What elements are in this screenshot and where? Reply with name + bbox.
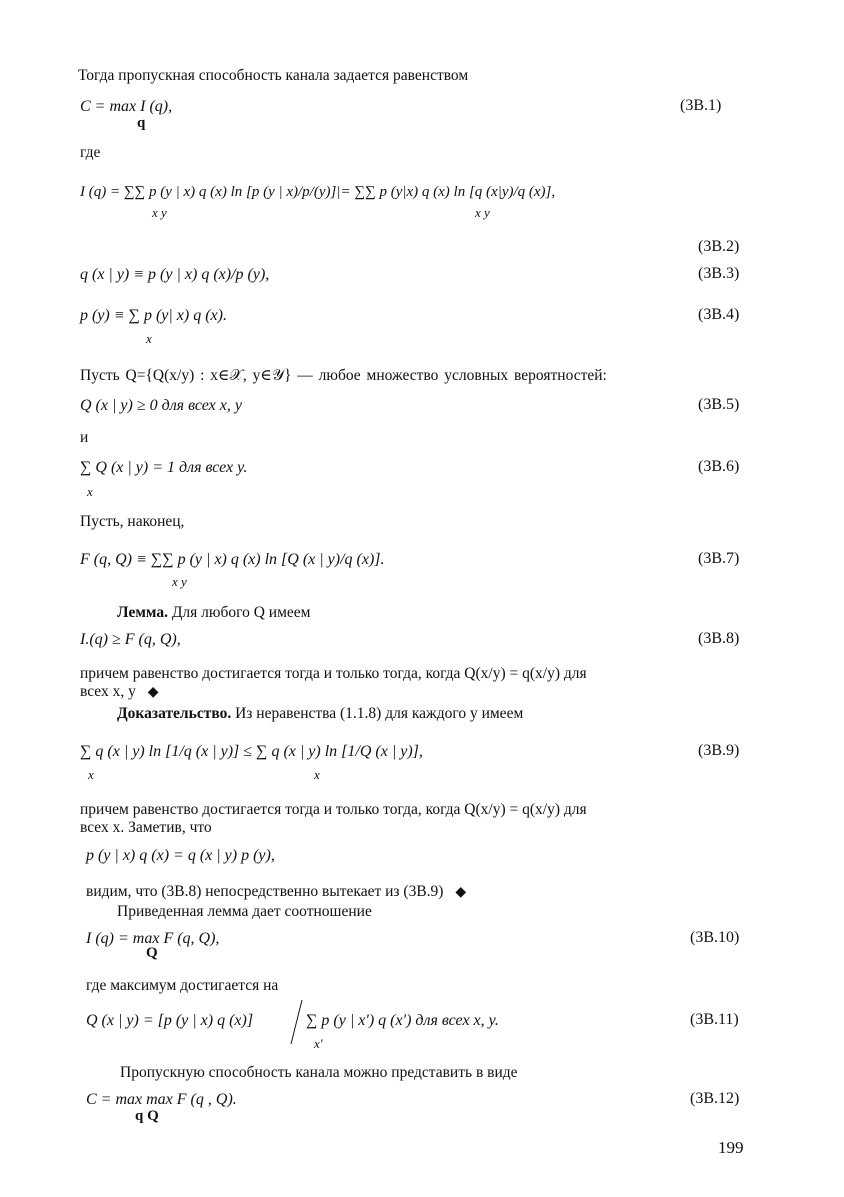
proof-line [117,704,523,724]
eq-number-3b4: (3B.4) [698,306,740,323]
lemma-line [117,603,310,623]
finally-text: Пусть, наконец, [80,513,185,530]
equality-condition-1-text: всех x, y [80,683,136,700]
eq-number-3b5: (3B.5) [698,396,740,413]
intro-text: Тогда пропускная способность канала задается равенством [78,67,469,84]
and-text: и [80,429,89,446]
lemma-text: Для любого Q имеем [171,604,311,621]
equation-3b1-subscript: q [137,115,146,131]
eq-number-3b11: (3B.11) [690,1011,739,1028]
eq-number-3b9: (3B.9) [698,742,740,759]
equation-3b11-numerator: Q (x | y) = [p (y | x) q (x)] [86,1012,254,1029]
equation-3b4-subscript: x [146,331,152,346]
lemma-gives-text: Приведенная лемма дает соотношение [117,903,372,920]
eq-number-3b3: (3B.3) [698,265,740,282]
equation-3b9-subscript-2: x [314,767,320,782]
follows-line [86,882,466,903]
equation-3b2-subscript-2: x y [475,205,490,220]
equation-3b3: q (x | y) ≡ p (y | x) q (x)/p (y), [80,266,270,283]
lemma-heading: Лемма. [117,604,168,621]
equation-3b2: I (q) = ∑∑ p (y | x) q (x) ln [p (y | x)/p/(y)]|= ∑∑ p (y|x) q (x) ln [q (x|y)/q (x)], [80,184,556,200]
equation-3b1: C = max I (q), [80,98,173,115]
equation-3b12: C = max max F (q , Q). [86,1091,237,1108]
eq-number-3b7: (3B.7) [698,550,740,567]
eq-number-3b1: (3B.1) [680,97,722,114]
fraction-slash [291,1000,303,1044]
let-q-text: Пусть Q={Q(x/y) : x∈𝒳, y∈𝒴} — любое множество условных вероятностей: [80,367,607,384]
capacity-text: Пропускную способность канала можно представить в виде [120,1064,518,1081]
where-text-1: где [80,144,101,161]
equation-3b11-subscript: x′ [314,1036,323,1051]
eq-number-3b2: (3B.2) [698,238,740,255]
equality-condition-1-line-1: причем равенство достигается тогда и только тогда, когда Q(x/y) = q(x/y) для [80,665,587,682]
equation-3b6: ∑ Q (x | y) = 1 для всех y. [80,459,248,476]
eq-number-3b6: (3B.6) [698,458,740,475]
equation-3b7: F (q, Q) ≡ ∑∑ p (y | x) q (x) ln [Q (x | y)/q (x)]. [80,551,385,568]
equation-3b10: I (q) = max F (q, Q), [86,930,220,947]
equation-3b10-subscript: Q [146,945,158,961]
equation-3b6-subscript: x [87,484,93,499]
equation-3b12-subscript: q Q [135,1108,159,1124]
end-of-statement-diamond-icon: ◆ [147,685,159,700]
eq-number-3b8: (3B.8) [698,630,740,647]
equation-bayes: p (y | x) q (x) = q (x | y) p (y), [86,847,275,864]
equality-condition-2-line-2: всех x. Заметив, что [80,819,212,836]
equation-3b5: Q (x | y) ≥ 0 для всех x, y [80,397,242,414]
eq-number-3b12: (3B.12) [690,1090,740,1107]
equation-3b11-denominator: ∑ p (y | x′) q (x′) для всех x, y. [306,1012,499,1029]
equality-condition-2-line-1: причем равенство достигается тогда и только тогда, когда Q(x/y) = q(x/y) для [80,801,587,818]
follows-text: видим, что (3B.8) непосредственно вытекает из (3B.9) [86,883,444,900]
eq-number-3b10: (3B.10) [690,929,740,946]
where-max-text: где максимум достигается на [86,977,279,994]
equation-3b8: I.(q) ≥ F (q, Q), [80,631,181,648]
equation-3b2-subscript-1: x y [152,205,167,220]
proof-heading: Доказательство. [117,705,232,722]
equation-3b9: ∑ q (x | y) ln [1/q (x | y)] ≤ ∑ q (x | y) ln [1/Q (x | y)], [80,743,423,760]
proof-text: Из неравенства (1.1.8) для каждого y имеем [235,705,524,722]
equation-3b4: p (y) ≡ ∑ p (y| x) q (x). [80,307,227,324]
page-number: 199 [718,1138,744,1157]
equality-condition-1-line-2 [80,682,159,703]
equation-3b9-subscript-1: x [88,767,94,782]
end-of-proof-diamond-icon: ◆ [455,885,467,900]
equation-3b7-subscript: x y [172,574,187,589]
